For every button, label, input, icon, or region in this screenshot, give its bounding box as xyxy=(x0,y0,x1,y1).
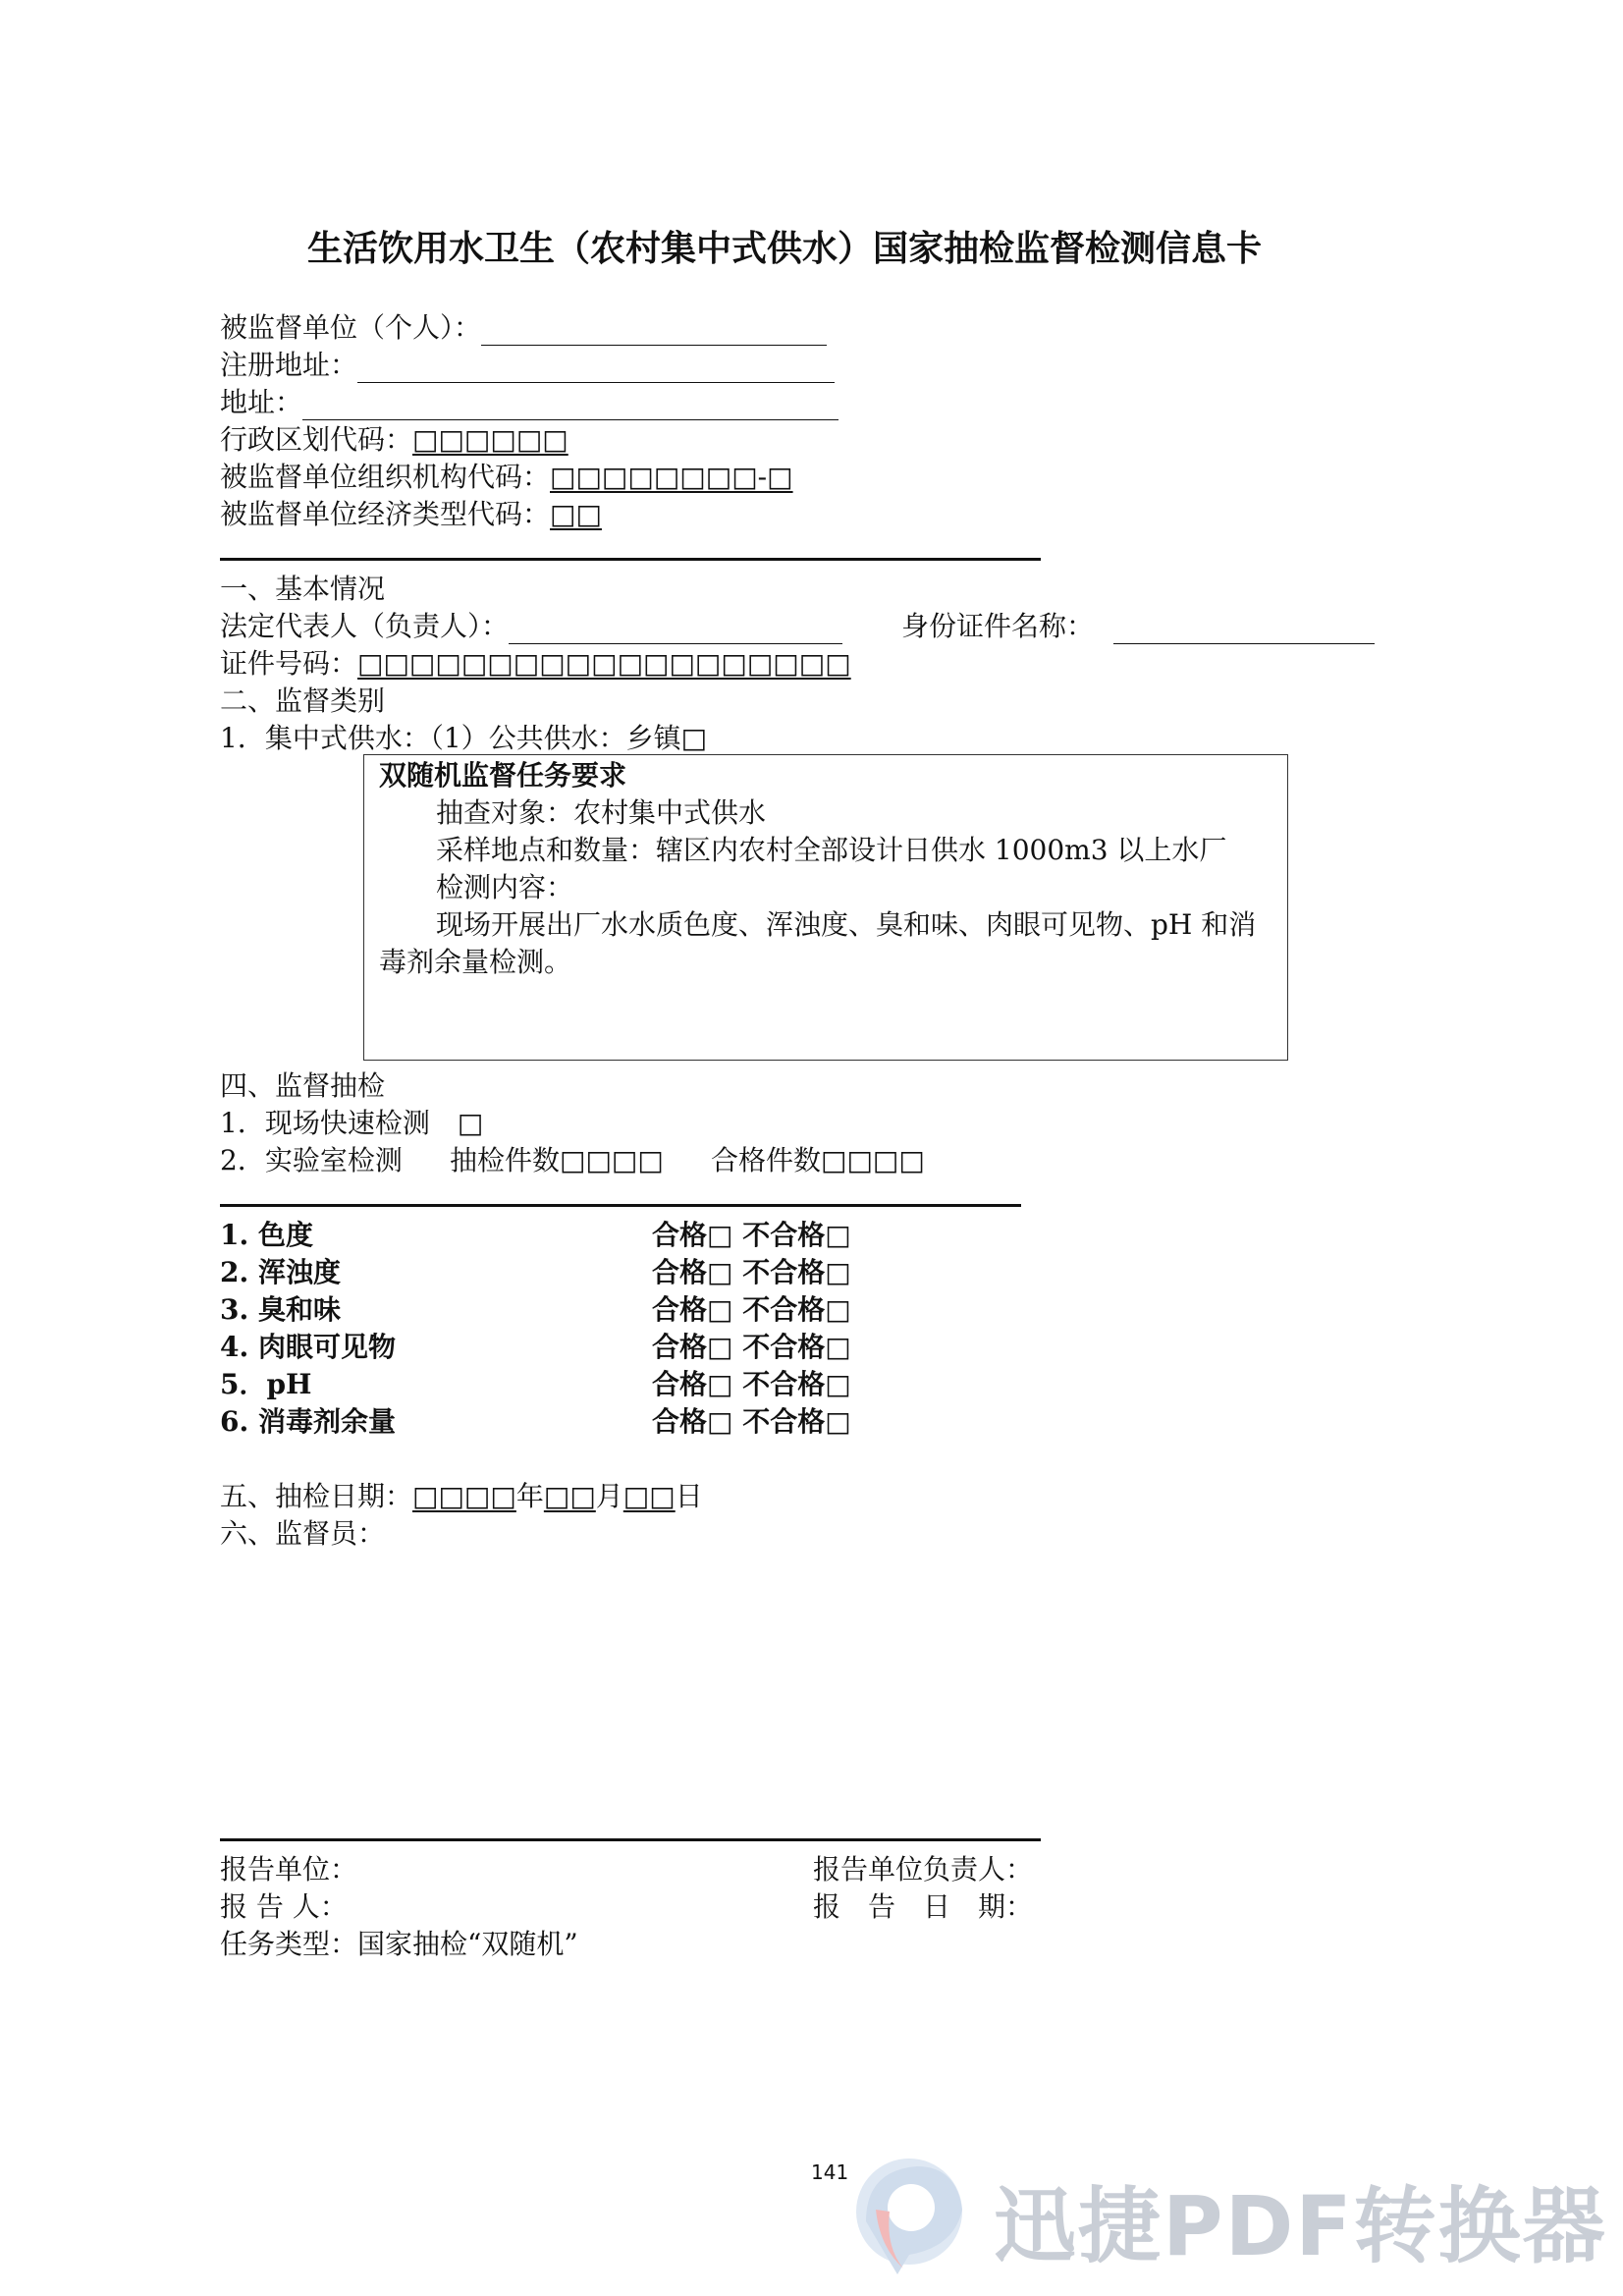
task-heading: 双随机监督任务要求 xyxy=(379,759,627,792)
supervised-unit-field xyxy=(220,310,827,346)
section-category-heading: 二、监督类别 xyxy=(220,684,386,717)
test-result-checkboxes[interactable]: 合格□ 不合格□ xyxy=(652,1293,851,1326)
org-code-boxes[interactable]: □□□□□□□□-□ xyxy=(550,461,793,493)
org-code-field xyxy=(220,460,793,495)
lab-test-label: 2．实验室检测 xyxy=(220,1144,403,1176)
section-basic-heading: 一、基本情况 xyxy=(220,573,386,605)
divider xyxy=(220,558,1041,561)
id-number-label: 证件号码： xyxy=(220,647,358,680)
test-name: 3. 臭和味 xyxy=(220,1293,341,1326)
onsite-test-item[interactable]: 1．现场快速检测 □ xyxy=(220,1107,484,1139)
inspection-date-label: 五、抽检日期： xyxy=(220,1480,413,1512)
address-blank[interactable] xyxy=(302,392,839,420)
address-field xyxy=(220,385,839,420)
year-label: 年 xyxy=(515,1480,544,1512)
report-date-label: 报 告 日 期： xyxy=(813,1890,1034,1923)
test-name: 1. 色度 xyxy=(220,1219,313,1251)
month-label: 月 xyxy=(595,1480,623,1512)
task-line: 毒剂余量检测。 xyxy=(379,946,572,978)
watermark-text: 迅捷PDF转换器 xyxy=(994,2178,1607,2274)
task-type-label: 任务类型：国家抽检“双随机” xyxy=(220,1928,578,1960)
inspector-heading: 六、监督员： xyxy=(220,1517,386,1550)
supervised-unit-label: 被监督单位（个人）： xyxy=(220,311,482,344)
watermark-logo-icon xyxy=(846,2153,972,2282)
supervised-unit-blank[interactable] xyxy=(481,317,827,346)
inspection-date-field xyxy=(220,1479,703,1514)
reg-address-field xyxy=(220,348,835,383)
legal-rep-blank[interactable] xyxy=(509,616,842,644)
central-supply-item[interactable]: 1．集中式供水：（1）公共供水：乡镇□ xyxy=(220,722,708,754)
id-name-field xyxy=(901,609,1375,644)
admin-code-boxes[interactable]: □□□□□□ xyxy=(412,423,568,456)
page-number: 141 xyxy=(811,2160,849,2184)
test-name: 2. 浑浊度 xyxy=(220,1256,341,1288)
reg-address-blank[interactable] xyxy=(357,355,835,383)
pass-count-field[interactable]: 合格件数□□□□ xyxy=(711,1144,925,1176)
test-result-checkboxes[interactable]: 合格□ 不合格□ xyxy=(652,1219,851,1251)
admin-code-label: 行政区划代码： xyxy=(220,423,413,456)
id-number-boxes[interactable]: □□□□□□□□□□□□□□□□□□□ xyxy=(357,647,851,680)
day-label: 日 xyxy=(675,1480,703,1512)
report-unit-head-label: 报告单位负责人： xyxy=(813,1853,1034,1886)
test-result-checkboxes[interactable]: 合格□ 不合格□ xyxy=(652,1368,851,1400)
task-line: 检测内容： xyxy=(436,871,574,903)
task-line: 抽查对象：农村集中式供水 xyxy=(436,796,767,829)
month-boxes[interactable]: □□ xyxy=(543,1480,596,1512)
legal-rep-label: 法定代表人（负责人）： xyxy=(220,610,510,642)
section-inspection-heading: 四、监督抽检 xyxy=(220,1069,386,1102)
org-code-label: 被监督单位组织机构代码： xyxy=(220,461,551,493)
address-label: 地址： xyxy=(220,386,303,418)
reg-address-label: 注册地址： xyxy=(220,349,358,381)
admin-code-field xyxy=(220,422,568,458)
legal-rep-field xyxy=(220,609,842,644)
task-line: 现场开展出厂水水质色度、浑浊度、臭和味、肉眼可见物、pH 和消 xyxy=(436,908,1257,941)
divider xyxy=(220,1204,1021,1207)
econ-code-boxes[interactable]: □□ xyxy=(550,498,602,530)
test-name: 4. 肉眼可见物 xyxy=(220,1331,396,1363)
report-unit-label: 报告单位： xyxy=(220,1853,358,1886)
year-boxes[interactable]: □□□□ xyxy=(412,1480,516,1512)
test-result-checkboxes[interactable]: 合格□ 不合格□ xyxy=(652,1256,851,1288)
econ-code-field xyxy=(220,497,602,532)
reporter-label: 报 告 人： xyxy=(220,1890,348,1923)
task-line: 采样地点和数量：辖区内农村全部设计日供水 1000m3 以上水厂 xyxy=(436,834,1227,866)
day-boxes[interactable]: □□ xyxy=(622,1480,676,1512)
econ-code-label: 被监督单位经济类型代码： xyxy=(220,498,551,530)
id-number-field xyxy=(220,646,851,682)
test-result-checkboxes[interactable]: 合格□ 不合格□ xyxy=(652,1331,851,1363)
id-name-label: 身份证件名称： xyxy=(901,610,1095,642)
divider xyxy=(220,1838,1041,1841)
test-name: 6. 消毒剂余量 xyxy=(220,1405,396,1438)
sample-count-field[interactable]: 抽检件数□□□□ xyxy=(450,1144,664,1176)
test-result-checkboxes[interactable]: 合格□ 不合格□ xyxy=(652,1405,851,1438)
id-name-blank[interactable] xyxy=(1113,616,1375,644)
page-title: 生活饮用水卫生（农村集中式供水）国家抽检监督检测信息卡 xyxy=(307,229,1263,269)
test-name: 5．pH xyxy=(220,1368,312,1400)
